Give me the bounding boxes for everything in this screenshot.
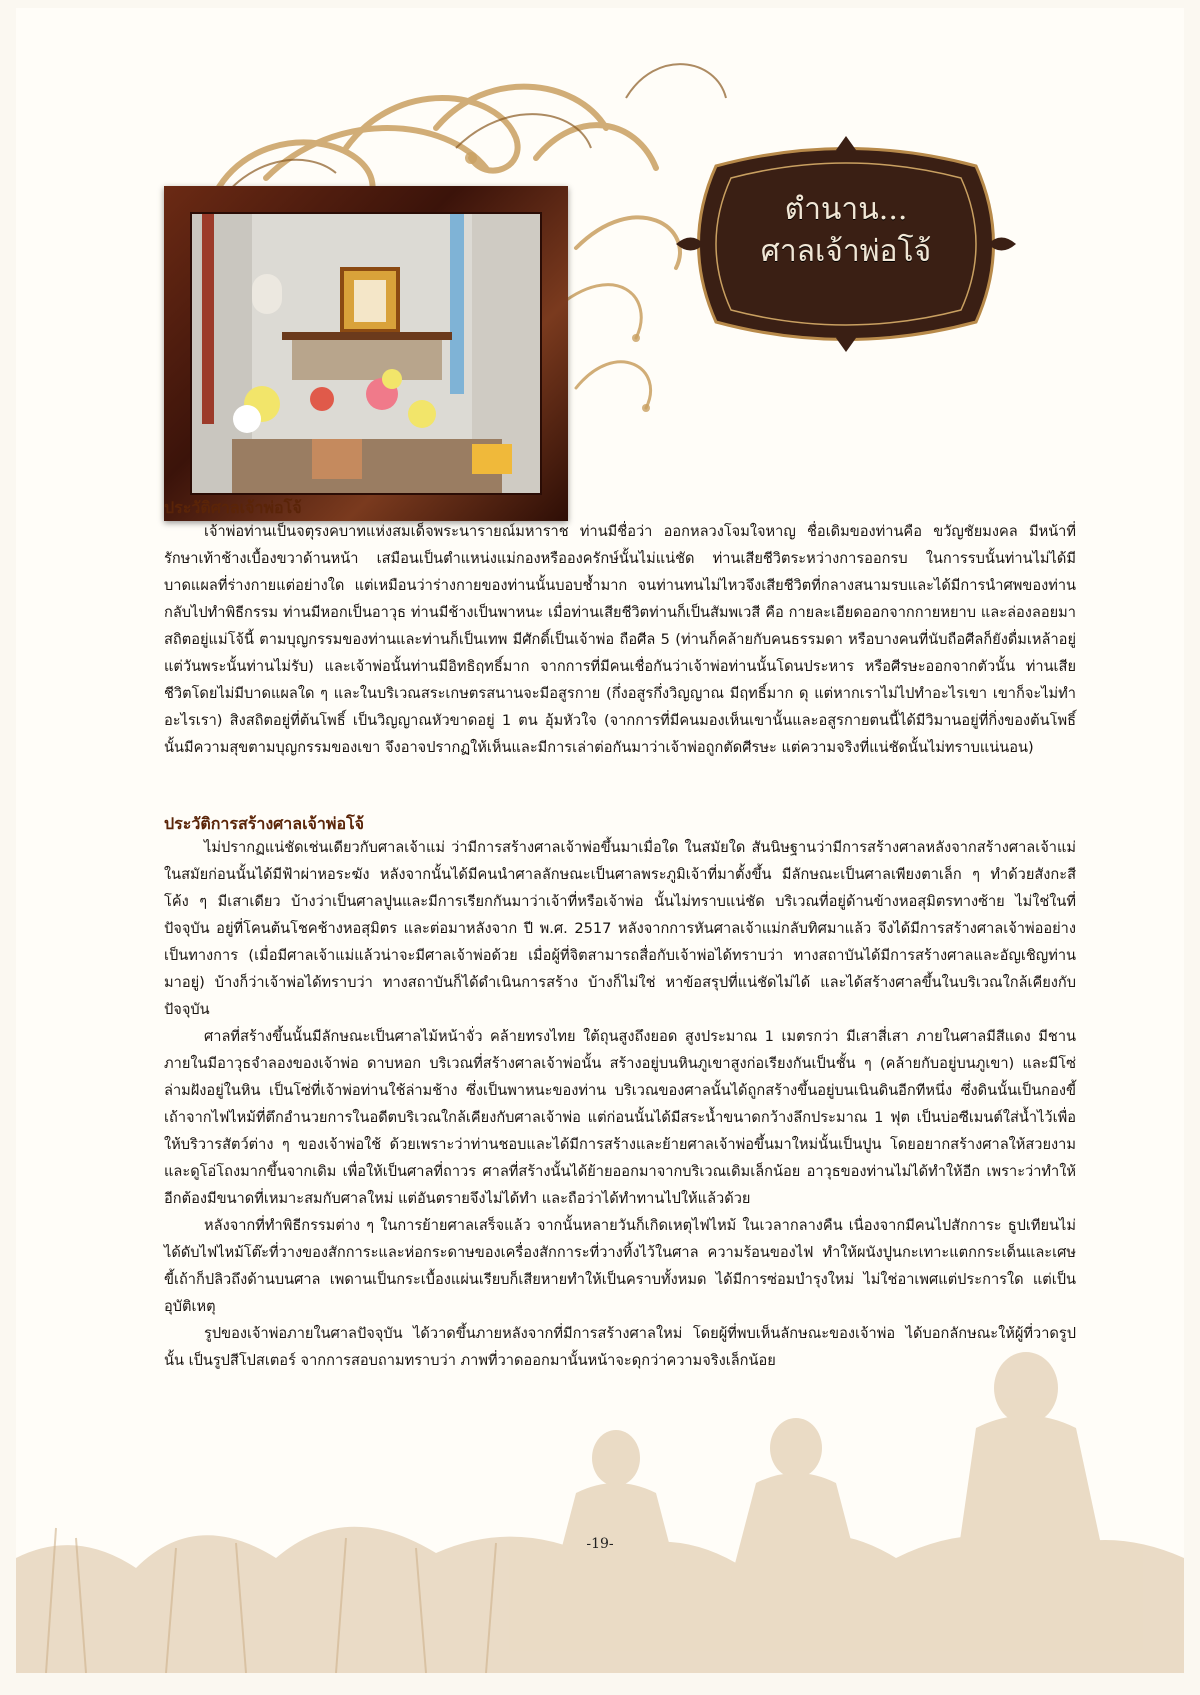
title-plaque bbox=[676, 136, 1016, 352]
section-heading-history: ประวัติศาลเจ้าพ่อโจ้ bbox=[164, 498, 302, 517]
shrine-photo bbox=[190, 212, 542, 495]
paragraph: ศาลที่สร้างขึ้นนั้นมีลักษณะเป็นศาลไม้หน้าจั่ว คล้ายทรงไทย ใต้ถุนสูงถึงยอด สูงประมาณ 1 เมตรกว่า มีเสาสี่เสา ภายในศาลมีสีแดง มีชาน ภายในมีอาวุธจำลองของเจ้าพ่อ ดาบหอก บริเวณที่สร้างศาลเจ้าพ่อนั้น สร้างอยู่บนหินภูเขาสูงก่อเรียงกันเป็นชั้น ๆ (คล้ายกับอยู่บนภูเขา) และมีโซ่ล่ามฝังอยู่ในหิน เป็นโซ่ที่เจ้าพ่อท่านใช้ล่ามช้าง ซึ่งเป็นพาหนะของท่าน บริเวณของศาลนั้นได้ถูกสร้างขึ้นอยู่บนเนินดินอีกทีหนึ่ง ซึ่งดินนั้นเป็นกองขี้เถ้าจากไฟไหม้ที่ตึกอำนวยการในอดีตบริเวณใกล้เคียงกับศาลเจ้าพ่อ แต่ก่อนนั้นได้มีสระน้ำขนาดกว้างลึกประมาณ 1 ฟุต เป็นบ่อซีเมนต์ใส่น้ำไว้เพื่อให้บริวารสัตว์ต่าง ๆ ของเจ้าพ่อใช้ ด้วยเพราะว่าท่านชอบและได้มีการสร้างและย้ายศาลเจ้าพ่อขึ้นมาใหม่นั้นเป็นปูน โดยอยากสร้างศาลให้สวยงามและดูโอ่โถงมากขึ้นจากเดิม เพื่อให้เป็นศาลที่ถาวร ศาลที่สร้างนั้นได้ย้ายออกมาจากบริเวณเดิมเล็กน้อย อาวุธของท่านไม่ได้ทำให้อีก เพราะว่าทำให้อีกต้องมีขนาดที่เหมาะสมกับศาลใหม่ แต่อันตรายจึงไม่ได้ทำ และถือว่าได้ทำทานไปให้แล้วด้วย bbox=[164, 1028, 1076, 1207]
paragraph: รูปของเจ้าพ่อภายในศาลปัจจุบัน ได้วาดขึ้นภายหลังจากที่มีการสร้างศาลใหม่ โดยผู้ที่พบเห็นลักษณะของเจ้าพ่อ ได้บอกลักษณะให้ผู้ที่วาดรูปนั้น เป็นรูปสีโปสเตอร์ จากการสอบถามทราบว่า ภาพที่วาดออกมานั้นหน้าจะดุกว่าความจริงเล็กน้อย bbox=[164, 1325, 1076, 1369]
paragraph: เจ้าพ่อท่านเป็นจตุรงคบาทแห่งสมเด็จพระนารายณ์มหาราช ท่านมีชื่อว่า ออกหลวงโจมใจหาญ ชื่อเดิมของท่านคือ ขวัญชัยมงคล มีหน้าที่รักษาเท้าช้างเบื้องขวาด้านหน้า เสมือนเป็นตำแหน่งแม่กองหรือองครักษ์นั้นไม่แน่ชัด ท่านเสียชีวิตระหว่างการออกรบ ในการรบนั้นท่านไม่ได้มีบาดแผลที่ร่างกายแต่อย่างใด แต่เหมือนว่าร่างกายของท่านนั้นบอบช้ำมาก จนท่านทนไม่ไหวจึงเสียชีวิตที่กลางสนามรบและได้มีการนำศพของท่านกลับไปทำพิธีกรรม ท่านมีหอกเป็นอาวุธ ท่านมีช้างเป็นพาหนะ เมื่อท่านเสียชีวิตท่านก็เป็นสัมพเวสี คือ กายละเอียดออกจากกายหยาบ และล่องลอยมาสถิตอยู่แม่โจ้นี้ ตามบุญกรรมของท่านและท่านก็เป็นเทพ มีศักดิ์เป็นเจ้าพ่อ ถือศีล 5 (ท่านก็คล้ายกับคนธรรมดา หรือบางคนที่นับถือศีลก็ยังดื่มเหล้าอยู่ แต่วันพระนั้นท่านไม่รับ) และเจ้าพ่อนั้นท่านมีอิทธิฤทธิ์มาก จากการที่มีคนเชื่อกันว่าเจ้าพ่อท่านนั้นโดนประหาร หรือศีรษะออกจากตัวนั้น ท่านเสียชีวิตโดยไม่มีบาดแผลใด ๆ และในบริเวณสระเกษตรสนานจะมีอสูรกาย (กึ่งอสูรกึ่งวิญญาณ มีฤทธิ์มาก ดุ แต่หากเราไม่ไปทำอะไรเขา เขาก็จะไม่ทำอะไรเรา) สิงสถิตอยู่ที่ต้นโพธิ์ เป็นวิญญาณหัวขาดอยู่ 1 ตน อุ้มหัวใจ (จากการที่มีคนมองเห็นเขานั้นและอสูรกายตนนี้ได้มีวิมานอยู่ที่กิ่งของต้นโพธิ์นั้นมีความสุขตามบุญกรรมของเขา จึงอาจปรากฏให้เห็นและมีการเล่าต่อกันมาว่าเจ้าพ่อถูกตัดศีรษะ แต่ความจริงที่แน่ชัดนั้นไม่ทราบแน่นอน) bbox=[164, 523, 1076, 756]
plaque-title-line1: ตำนาน... bbox=[784, 192, 908, 227]
document-page bbox=[16, 8, 1184, 1673]
shrine-interior-illustration bbox=[192, 214, 540, 493]
section-heading-construction: ประวัติการสร้างศาลเจ้าพ่อโจ้ bbox=[164, 814, 365, 833]
plaque-title-line2: ศาลเจ้าพ่อโจ้ bbox=[760, 234, 932, 269]
shrine-photo-frame bbox=[164, 186, 568, 521]
paragraph: ไม่ปรากฏแน่ชัดเช่นเดียวกับศาลเจ้าแม่ ว่ามีการสร้างศาลเจ้าพ่อขึ้นมาเมื่อใด ในสมัยใด สันนิษฐานว่ามีการสร้างศาลหลังจากสร้างศาลเจ้าแม่ ในสมัยก่อนนั้นได้มีฟ้าผ่าหอระฆัง หลังจากนั้นได้มีคนนำศาลลักษณะเป็นศาลพระภูมิเจ้าที่มาตั้งขึ้น มีลักษณะเป็นศาลเพียงตาเล็ก ๆ ทำด้วยสังกะสีโค้ง ๆ มีเสาเดียว บ้างว่าเป็นศาลปูนและมีการเรียกกันมาว่าเจ้าที่หรือเจ้าพ่อ นั้นไม่ทราบแน่ชัด บริเวณที่อยู่ด้านข้างหอสุมิตรทางซ้าย ไม่ใช่ในที่ปัจจุบัน อยู่ที่โคนต้นโชคช้างหอสุมิตร และต่อมาหลังจาก ปี พ.ศ. 2517 หลังจากการหันศาลเจ้าแม่กลับทิศมาแล้ว จึงได้มีการสร้างศาลเจ้าพ่ออย่างเป็นทางการ (เมื่อมีศาลเจ้าแม่แล้วน่าจะมีศาลเจ้าพ่อด้วย เมื่อผู้ที่จิตสามารถสื่อกับเจ้าพ่อได้ทราบว่า ทางสถาบันได้มีการสร้างศาลและอัญเชิญท่านมาอยู่) บ้างก็ว่าเจ้าพ่อได้ทราบว่า ทางสถาบันก็ได้ดำเนินการสร้าง บ้างก็ไม่ใช่ หาข้อสรุปที่แน่ชัดไม่ได้ และได้สร้างศาลขึ้นในบริเวณใกล้เคียงกับปัจจุบัน bbox=[164, 839, 1076, 1018]
page-number: -19- bbox=[586, 1536, 614, 1552]
section-body-construction bbox=[164, 834, 1076, 1374]
paragraph: หลังจากที่ทำพิธีกรรมต่าง ๆ ในการย้ายศาลเสร็จแล้ว จากนั้นหลายวันก็เกิดเหตุไฟไหม้ ในเวลากลางคืน เนื่องจากมีคนไปสักการะ ธูปเทียนไม่ได้ดับไฟไหม้โต๊ะที่วางของสักการะและห่อกระดาษของเครื่องสักการะที่วางทิ้งไว้ในศาล ความร้อนของไฟ ทำให้ผนังปูนกะเทาะแตกกระเด็นและเศษขี้เถ้าก็ปลิวถึงด้านบนศาล เพดานเป็นกระเบื้องแผ่นเรียบก็เสียหายทำให้เป็นคราบทั้งหมด ได้มีการซ่อมบำรุงใหม่ ไม่ใช่อาเพศแต่ประการใด แต่เป็นอุบัติเหตุ bbox=[164, 1217, 1076, 1315]
section-body-history bbox=[164, 518, 1076, 761]
